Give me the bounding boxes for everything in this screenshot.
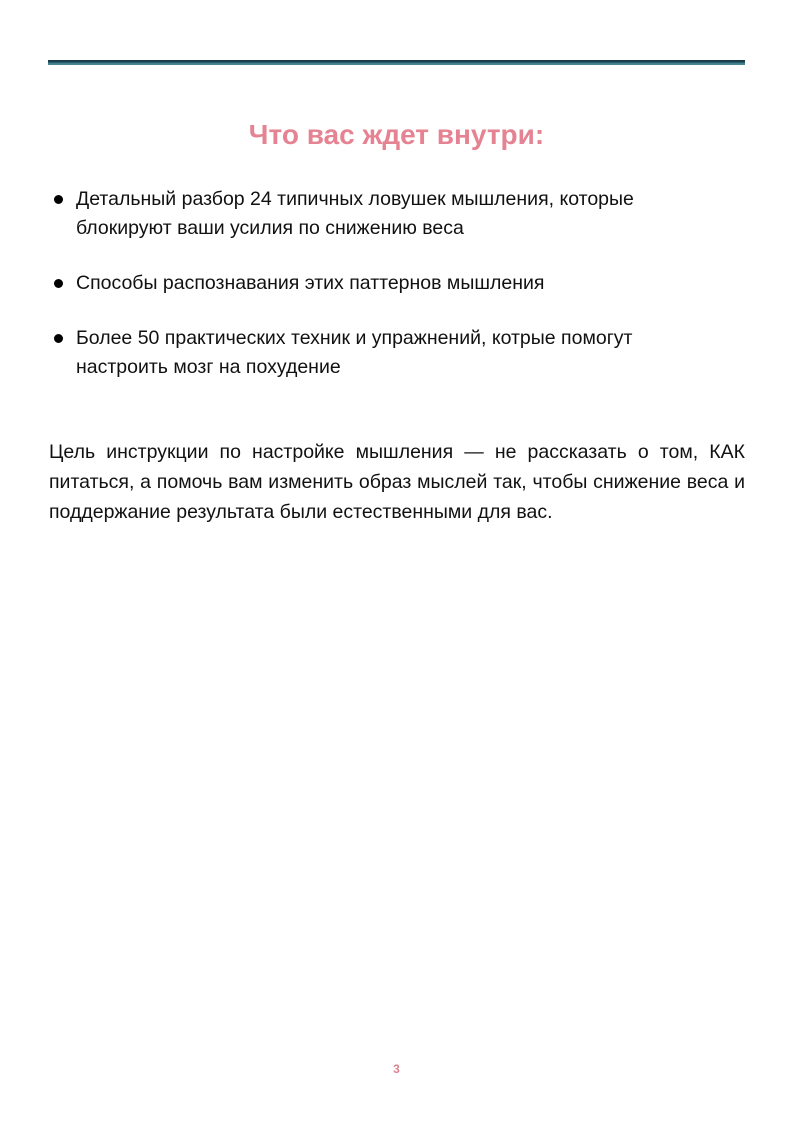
top-divider-rule	[48, 60, 745, 65]
bullet-dot-icon	[54, 334, 63, 343]
page-number: 3	[393, 1062, 400, 1076]
bullet-dot-icon	[54, 195, 63, 204]
list-item-label: Детальный разбор 24 типичных ловушек мышления, которые блокируют ваши усилия по снижению веса	[76, 188, 634, 239]
list-item-label: Способы распознавания этих паттернов мышления	[76, 272, 545, 294]
list-item	[48, 269, 745, 298]
list-item-label: Более 50 практических техник и упражнений, котрые помогут настроить мозг на похудение	[76, 327, 633, 378]
list-item	[48, 185, 745, 243]
list-item	[48, 324, 745, 382]
closing-paragraph: Цель инструкции по настройке мышления — не рассказать о том, КАК питаться, а помочь вам изменить образ мыслей так, чтобы снижение веса и поддержание результата были естественными для вас.	[49, 441, 745, 523]
bullet-dot-icon	[54, 279, 63, 288]
page-title: Что вас ждет внутри:	[248, 118, 545, 150]
feature-bullet-list	[48, 185, 745, 382]
